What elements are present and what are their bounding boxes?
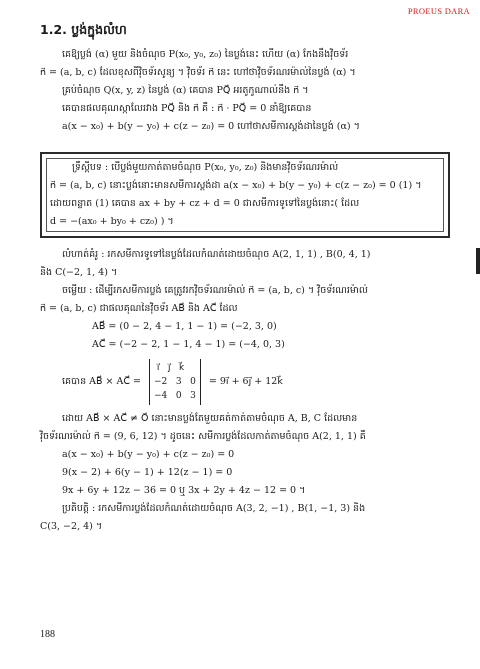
determinant-row: −4 0 3 bbox=[154, 391, 196, 401]
exercise-block bbox=[40, 500, 450, 536]
intro-line: គ្រប់ចំណុច Q(x, y, z) នៃប្លង់ (α) គេបាន PQ⃗ អរតូកូណាល់នឹង n⃗ ។ bbox=[62, 85, 309, 96]
exercise-line: C(3, −2, 4) ។ bbox=[40, 521, 103, 532]
intro-line: គេឱ្យប្លង់ (α) មួយ និងចំណុច P(x₀, y₀, z₀) នៃប្លង់នេះ ហើយ (α) កែងនឹងវ៉ិចទ័រ bbox=[62, 49, 349, 60]
example-line: និង C(−2, 1, 4) ។ bbox=[40, 267, 118, 278]
solution-line: ដោយ AB⃗ × AC⃗ ≠ O⃗ នោះមានប្លង់តែមួយគត់កាត់តាមចំណុច A, B, C ដែលមាន bbox=[62, 413, 358, 424]
brand-label: PROEUS DARA bbox=[407, 6, 470, 16]
determinant-row: −2 3 0 bbox=[154, 377, 196, 387]
example-line: លំហាត់គំរូ : រកសមីការទូទៅនៃប្លង់ដែលកំណត់ដោយចំណុច A(2, 1, 1) , B(0, 4, 1) bbox=[62, 249, 371, 260]
section-title: ប្លង់ក្នុងលំហ bbox=[71, 22, 127, 37]
cross-product-row bbox=[40, 354, 450, 410]
page-number: 188 bbox=[40, 629, 55, 640]
theorem-line: ទ្រឹស្តីបទ : បើប្លង់មួយកាត់តាមចំណុច P(x₀, y₀, z₀) និងមានវ៉ិចទ័រណរម៉ាល់ bbox=[72, 162, 339, 173]
equation-line: a(x − x₀) + b(y − y₀) + c(z − z₀) = 0 bbox=[62, 449, 235, 460]
solution-line: វ៉ិចទ័រណរម៉ាល់ n⃗ = (9, 6, 12) ។ ដូចនេះ សមីការប្លង់ដែលកាត់តាមចំណុច A(2, 1, 1) គឺ bbox=[40, 431, 366, 442]
determinant-matrix bbox=[149, 359, 201, 405]
intro-line: a(x − x₀) + b(y − y₀) + c(z − z₀) = 0 ហៅថាសមីការស្តង់ដានៃប្លង់ (α) ។ bbox=[62, 121, 360, 132]
equation-line: 9x + 6y + 12z − 36 = 0 ឬ 3x + 2y + 4z − 12 = 0 ។ bbox=[62, 485, 306, 496]
theorem-line: d = −(ax₀ + by₀ + cz₀) ) ។ bbox=[50, 216, 174, 227]
section-number: 1.2. bbox=[40, 22, 67, 37]
theorem-box bbox=[40, 152, 450, 238]
theorem-line: ដោយពន្លាត (1) គេបាន ax + by + cz + d = 0 ជាសមីការទូទៅនៃប្លង់នោះ( ដែល bbox=[50, 198, 360, 209]
intro-line: n⃗ = (a, b, c) ដែលខុសពីវ៉ិចទ័រសូន្យ ។ វ៉ិចទ័រ n⃗ នេះ ហៅថាវ៉ិចទ័រណរម៉ាល់នៃប្លង់ (α) ។ bbox=[40, 67, 356, 78]
margin-mark bbox=[476, 248, 480, 274]
determinant-row: i⃗ j⃗ k⃗ bbox=[154, 363, 185, 373]
example-block bbox=[40, 246, 450, 282]
solution-block bbox=[40, 282, 450, 500]
page-content bbox=[40, 22, 450, 536]
vector-ac-equation: AC⃗ = (−2 − 2, 1 − 1, 4 − 1) = (−4, 0, 3) bbox=[92, 339, 285, 350]
intro-line: គេបានផលគុណស្កាលែរវាង PQ⃗ និង n⃗ គឺ : n⃗ · PQ⃗ = 0 នាំឱ្យគេបាន bbox=[62, 103, 312, 114]
theorem-line: n⃗ = (a, b, c) នោះប្លង់នោះមានសមីការស្តង់ដា a(x − x₀) + b(y − y₀) + c(z − z₀) = 0 (1) ។ bbox=[50, 180, 422, 191]
vector-ab-equation: AB⃗ = (0 − 2, 4 − 1, 1 − 1) = (−2, 3, 0) bbox=[92, 321, 277, 332]
solution-line: ចម្លើយ : ដើម្បីរកសមីការប្លង់ គេត្រូវរកវ៉ិចទ័រណរម៉ាល់ n⃗ = (a, b, c) ។ វ៉ិចទ័រណរម៉ាល់ bbox=[62, 285, 368, 296]
intro-block bbox=[40, 46, 450, 136]
solution-line: n⃗ = (a, b, c) ជាផលគុណនៃវ៉ិចទ័រ AB⃗ និង AC⃗ ដែល bbox=[40, 303, 238, 314]
exercise-line: ប្រតិបត្តិ : រកសមីការប្លង់ដែលកំណត់ដោយចំណុច A(3, 2, −1) , B(1, −1, 3) និង bbox=[62, 503, 366, 514]
cross-product-prefix: គេបាន AB⃗ × AC⃗ = bbox=[62, 376, 141, 387]
cross-product-result: = 9i⃗ + 6j⃗ + 12k⃗ bbox=[208, 376, 283, 387]
section-heading bbox=[40, 22, 450, 41]
equation-line: 9(x − 2) + 6(y − 1) + 12(z − 1) = 0 bbox=[62, 467, 233, 478]
